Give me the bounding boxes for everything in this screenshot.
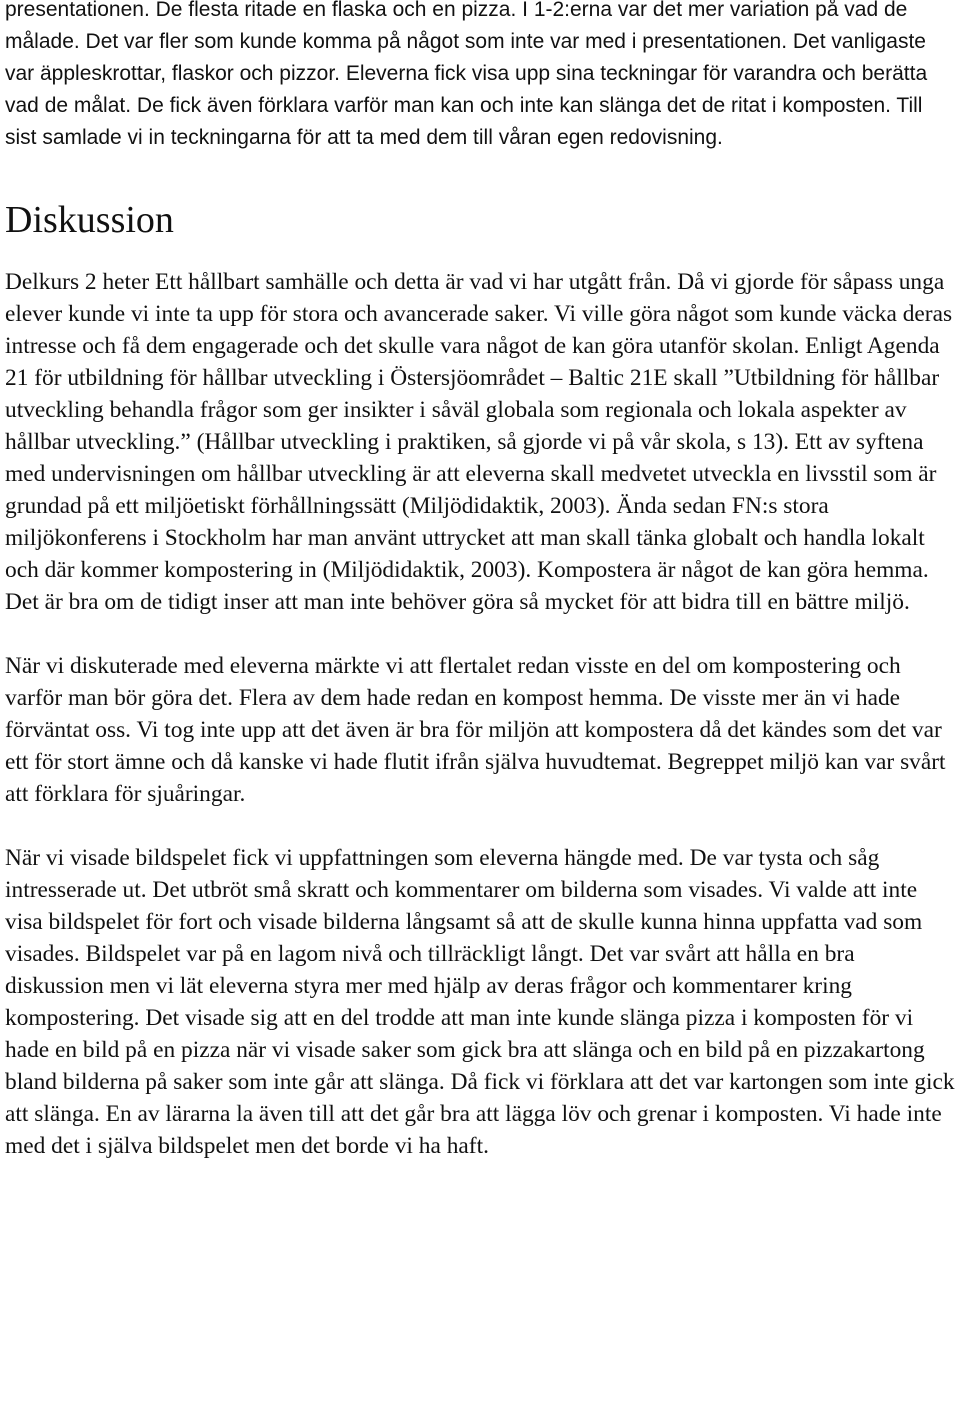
body-paragraph: När vi diskuterade med eleverna märkte vi att flertalet redan visste en del om kompostering och varför man bör göra det. Flera av dem hade redan en kompost hemma. De visste mer än vi hade förväntat oss. Vi tog inte upp att det även är bra för miljön att kompostera då det kändes som det var ett för stort ämne och då kanske vi hade flutit ifrån själva huvudtemat. Begreppet miljö kan var svårt att förklara för sjuåringar. [5,653,946,807]
body-paragraph: Delkurs 2 heter Ett hållbart samhälle och detta är vad vi har utgått från. Då vi gjorde för såpass unga elever kunde vi inte ta upp för stora och avancerade saker. Vi ville göra något som kunde väcka deras intresse och få dem engagerade och det skulle vara något de kan göra utanför skolan. Enligt Agenda 21 för utbildning för hållbar utveckling i Östersjöområdet – Baltic 21E skall ”Utbildning för hållbar utveckling behandla frågor som ger insikter i såväl globala som regionala och lokala aspekter av hållbar utveckling.” (Hållbar utveckling i praktiken, så gjorde vi på vår skola, s 13). Ett av syftena med undervisningen om hållbar utveckling är att eleverna skall medvetet utveckla en livsstil som är grundad på ett miljöetiskt förhållningssätt (Miljödidaktik, 2003). Ända sedan FN:s stora miljökonferens i Stockholm har man använt uttrycket att man skall tänka globalt och handla lokalt och där kommer kompostering in (Miljödidaktik, 2003). Kompostera är något de kan göra hemma. Det är bra om de tidigt inser att man inte behöver göra så mycket för att bidra till en bättre miljö. [5,269,953,615]
section-heading: Diskussion [5,199,174,241]
document-page [5,0,957,1168]
body-paragraph: När vi visade bildspelet fick vi uppfattningen som eleverna hängde med. De var tysta och såg intresserade ut. Det utbröt små skratt och kommentarer om bilderna som visades. Vi valde att inte visa bildspelet för fort och visade bilderna långsamt så att de skulle kunna hinna uppfatta vad som visades. Bildspelet var på en lagom nivå och tillräckligt långt. Det var svårt att hålla en bra diskussion men vi lät eleverna styra mer med hjälp av deras frågor och kommentarer kring kompostering. Det visade sig att en del trodde att man inte kunde slänga pizza i komposten för vi hade en bild på en pizza när vi visade saker som gick bra att slänga och en bild på en pizzakartong bland bilderna på saker som inte går att slänga. Då fick vi förklara att det var kartongen som inte gick att slänga. En av lärarna la även till att det går bra att lägga löv och grenar i komposten. Vi hade inte med det i själva bildspelet men det borde vi ha haft. [5,845,955,1159]
intro-paragraph: presentationen. De flesta ritade en flaska och en pizza. I 1-2:erna var det mer variation på vad de målade. Det var fler som kunde komma på något som inte var med i presentationen. Det vanligaste var äppleskrottar, flaskor och pizzor. Eleverna fick visa upp sina teckningar för varandra och berätta vad de målat. De fick även förklara varför man kan och inte kan slänga det de ritat i komposten. Till sist samlade vi in teckningarna för att ta med dem till våran egen redovisning. [5,0,928,149]
